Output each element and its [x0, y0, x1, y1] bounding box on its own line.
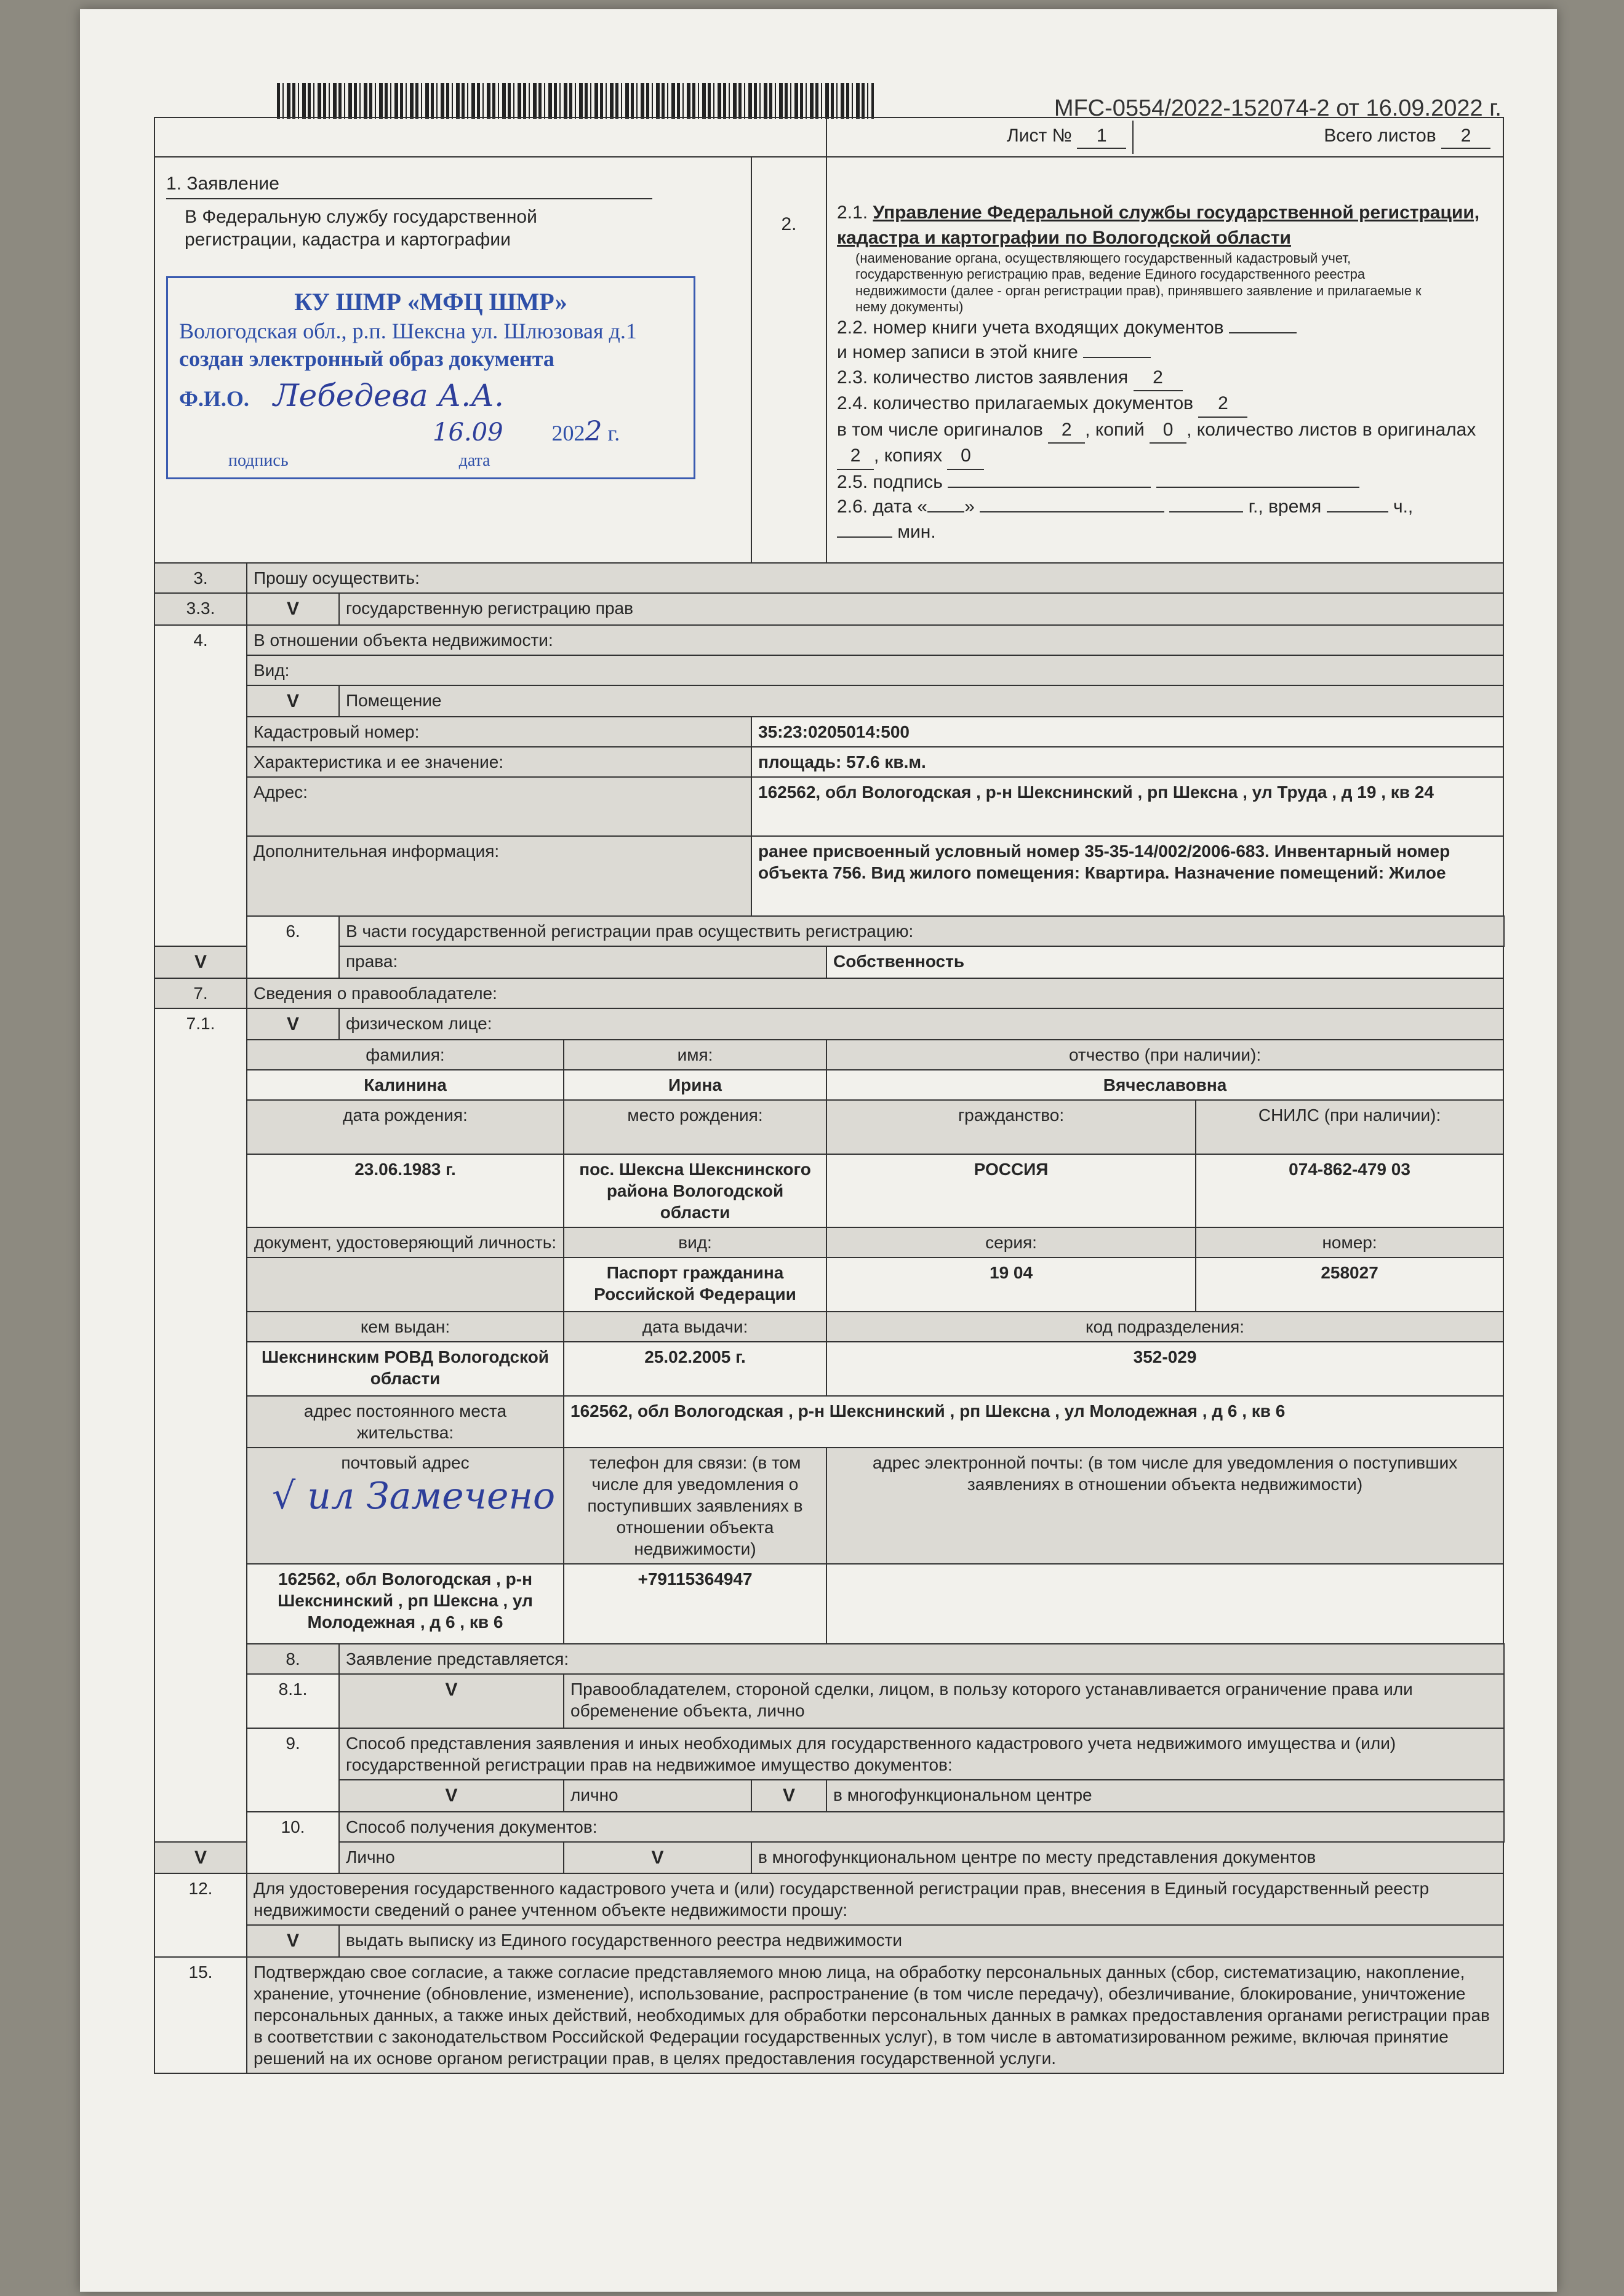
- section-1-2: [154, 157, 1504, 563]
- checkbox-extract[interactable]: V: [247, 1925, 339, 1957]
- additional-info-label: Дополнительная информация:: [247, 836, 751, 916]
- attached-docs-count: 2: [1198, 391, 1247, 418]
- surname: Калинина: [247, 1070, 564, 1100]
- document-type: Паспорт гражданина Российской Федерации: [564, 1258, 826, 1312]
- address-label: Адрес:: [247, 777, 751, 836]
- section-7-1: 7.1. V физическом лице:: [154, 1008, 1504, 1040]
- object-type: Помещение: [339, 685, 1503, 717]
- checkbox-receive-in-person[interactable]: V: [154, 1842, 247, 1874]
- checkbox-owner[interactable]: V: [339, 1674, 564, 1728]
- cadastral-label: Кадастровый номер:: [247, 717, 751, 747]
- application-form: Лист № 1 Всего листов 2 1. Заявление В Федеральную службу государственной регистрации, кадастра и картографии КУ ШМР «МФЦ ШМР» Вологодская обл., р.п. Шексна ул. Шлюзовая д.1 создан электронный образ документа Ф.И.О. Лебедева А.А. 16.09 2022 г. подпись дата 2. 2.1. Управление Федеральной службы государственной регистрации, кадастра и картографии по Вологодской области (наименование органа, осуществляющего государственный кадастровый учет, государственную регистрацию прав, ведение Единого государственного реестра недвижимости (далее - орган регистрации прав), принявшего заявление и прилагаемые к нему документы) 2.2. номер книги учета входящих документов и номер записи в этой книге 2.3. количество листов заявления 2 2.4. количество прилагаемых документов 2 в том числе оригиналов 2 , копий 0 , количество листов в оригиналах 2 , копиях 0 2.5. подпись 2.6. дата « » г., время ч., мин. 3. Прошу осуществить: 3.3. V государственную регистрацию прав 4. В отношении объекта недвижимости: Вид: V Помещение Кадастровый номер: 35:23:0205014:500 Характеристика и ее значение: площадь: 57.6 кв.м. Адрес: 162562, обл Вологодская , р-н Шекснинский , рп Шексна , ул Труда , д 19 , кв 24 Дополнительная информация: ранее присвоенный условный номер 35-35-14/002/2006-683. Инвентарный номер объекта 756. Вид жилого помещения: Квартира. Назначение помещений: Жилое 6. В части государственной регистрации прав осуществить регистрацию: V права: Собственность 7. Сведения о правообладателе: 7.1. V физическом лице: фамилия: имя: отчество (при наличии): Калинина Ирина Вячеславовна дата рождения: место рождения: гражданство: СНИЛС (при наличии): 23.06.1983 г. пос. Шексна Шекснинского района Вологодской области РОССИЯ 074-862-479 03 документ, удостоверяющий личность: вид: серия: номер: Паспорт гражданина Российской Федерации 19 04 258027 кем выдан: дата выдачи: код подразделения: Шекснинским РОВД Вологодской области 25.02.2005 г. 352-029 адрес постоянного места жительства: 162562, обл Вологодская , р-н Шекснинский , рп Шексна , ул Молодежная , д 6 , кв 6 почтовый адрес √ ил Замечено телефон для связи: (в том числе для уведомления о поступивших заявлениях в отношении объекта недвижимости) адрес электронной почты: (в том числе для уведомления о поступивших заявлениях в отношении объекта недвижимости) 162562, обл Вологодская , р-н Шекснинский , рп Шексна , ул Молодежная , д 6 , кв 6 +79115364947 8. Заявление представляется: 8.1. V Правообладателем, стороной сделки, лицом, в пользу которого устанавливается ограничение права или обременение объекта, лично 9. Способ представления заявления и иных необходимых для государственного кадастрового учета недвижимого имущества и (или) государственной регистрации прав на недвижимое имущество документов: V лично V в многофункциональном центре 10. Способ получения документов: V Лично V в многофункциональном центре по месту представления документов 12. Для удостоверения государственного кадастрового учета и (или) государственной регистрации прав, внесения в Единый государственный реестр недвижимости сведений о ранее учтенном объекте недвижимости прошу: V выдать выписку из Единого государственного реестра недвижимости 15. Подтверждаю свое согласие, а также согласие представляемого мною лица, на обработку персональных данных (сбор, систематизацию, накопление, хранение, уточнение (обновление, изменение), использование, распространение (в том числе передачу), обезличивание, блокирование, уничтожение персональных данных, а также иных действий, необходимых для обработки персональных данных в рамках предоставления органами регистрации прав в соответствии с законодательством Российской Федерации государственных услуг), в том числе в автоматизированном режиме, включая принятие решений на их основе органом регистрации прав, в целях предоставления государственной услуги.: [154, 117, 1505, 2074]
- stamp-year-suffix: г.: [607, 420, 620, 445]
- section-12: 12. Для удостоверения государственного кадастрового учета и (или) государственной регистрации прав, внесения в Единый государственный реестр недвижимости сведений о ранее учтенном объекте недвижимости прошу:: [154, 1873, 1504, 1925]
- stamp-fio-handwritten: Лебедева А.А.: [273, 377, 504, 413]
- consent-text: Подтверждаю свое согласие, а также согласие представляемого мною лица, на обработку персональных данных (сбор, систематизацию, накопление, хранение, уточнение (обновление, изменение), использование, распространение (в том числе передачу), обезличивание, блокирование, уничтожение персональных данных, а также иных действий, необходимых для обработки персональных данных в рамках предоставления органами регистрации прав в соответствии с законодательством Российской Федерации государственных услуг), в том числе в автоматизированном режиме, включая принятие решений на их основе органом регистрации прав, в целях предоставления государственной услуги.: [247, 1957, 1503, 2073]
- issue-date: 25.02.2005 г.: [564, 1342, 826, 1396]
- section-2-number: 2.: [751, 157, 826, 563]
- stamp-title: КУ ШМР «МФЦ ШМР»: [294, 287, 567, 316]
- snils: 074-862-479 03: [1196, 1154, 1503, 1227]
- section-1: 1. Заявление В Федеральную службу государственной регистрации, кадастра и картографии КУ ШМР «МФЦ ШМР» Вологодская обл., р.п. Шексна ул. Шлюзовая д.1 создан электронный образ документа Ф.И.О. Лебедева А.А. 16.09 2022 г. подпись дата: [154, 157, 751, 563]
- patronymic: Вячеславовна: [826, 1070, 1503, 1100]
- total-sheets-number: 2: [1441, 124, 1490, 149]
- sheet-number-row: [154, 118, 1504, 157]
- total-sheets-label: Всего листов: [1324, 126, 1436, 146]
- place-of-birth: пос. Шексна Шекснинского района Вологодской области: [564, 1154, 826, 1227]
- section-3: 3. Прошу осуществить:: [154, 563, 1504, 593]
- checkbox-rights[interactable]: V: [154, 946, 247, 978]
- stamp-year-handwritten: 2: [585, 415, 602, 447]
- section-3-3: 3.3. V государственную регистрацию прав: [154, 593, 1504, 625]
- postal-address-cell: почтовый адрес √ ил Замечено: [247, 1448, 564, 1564]
- additional-info: ранее присвоенный условный номер 35-35-14/002/2006-683. Инвентарный номер объекта 756. Вид жилого помещения: Квартира. Назначение помещений: Жилое: [751, 836, 1503, 916]
- original-sheets-count: 2: [837, 444, 874, 470]
- right-type: Собственность: [826, 946, 1503, 978]
- stamp-year: 202: [551, 420, 585, 445]
- passport-series: 19 04: [826, 1258, 1196, 1312]
- section-8: 8. Заявление представляется:: [154, 1644, 1504, 1674]
- checkbox-in-person[interactable]: V: [339, 1780, 564, 1812]
- type-label: Вид:: [247, 655, 1503, 685]
- section-9: 9. Способ представления заявления и иных необходимых для государственного кадастрового учета недвижимого имущества и (или) государственной регистрации прав на недвижимое имущество документов:: [154, 1728, 1504, 1780]
- stamp-sign-label: подпись: [228, 450, 289, 470]
- postal-address: 162562, обл Вологодская , р-н Шекснинский , рп Шексна , ул Молодежная , д 6 , кв 6: [247, 1564, 564, 1644]
- characteristic-value: площадь: 57.6 кв.м.: [751, 747, 1503, 777]
- application-title: Заявление: [186, 173, 279, 194]
- section-10: 10. Способ получения документов:: [154, 1812, 1504, 1842]
- sheet-number: 1: [1077, 124, 1126, 149]
- mfc-stamp: [166, 276, 695, 479]
- authority-note: (наименование органа, осуществляющего государственный кадастровый учет, государственную регистрацию прав, ведение Единого государственного реестра недвижимости (далее - орган регистрации прав), принявшего заявление и прилагаемые к нему документы): [855, 250, 1422, 315]
- stamp-fio-label: Ф.И.О.: [179, 386, 249, 411]
- originals-count: 2: [1048, 418, 1085, 444]
- checkbox-mfc[interactable]: V: [751, 1780, 826, 1812]
- first-name: Ирина: [564, 1070, 826, 1100]
- stamp-address: Вологодская обл., р.п. Шексна ул. Шлюзовая д.1: [179, 318, 637, 343]
- copies-count: 0: [1150, 418, 1186, 444]
- application-sheets-count: 2: [1134, 365, 1183, 392]
- copy-sheets-count: 0: [947, 444, 984, 470]
- registration-authority: Управление Федеральной службы государственной регистрации, кадастра и картографии по Вологодской области: [837, 202, 1480, 248]
- recipient: В Федеральную службу государственной регистрации, кадастра и картографии: [185, 206, 537, 250]
- section-8-1: 8.1. V Правообладателем, стороной сделки, лицом, в пользу которого устанавливается ограничение права или обременение объекта, лично: [154, 1674, 1504, 1728]
- citizenship: РОССИЯ: [826, 1154, 1196, 1227]
- stamp-date-label: дата: [458, 450, 490, 470]
- object-address: 162562, обл Вологодская , р-н Шекснинский , рп Шексна , ул Труда , д 19 , кв 24: [751, 777, 1503, 836]
- checkbox-receive-mfc[interactable]: V: [564, 1842, 751, 1874]
- issued-by: Шекснинским РОВД Вологодской области: [247, 1342, 564, 1396]
- checkbox-premises[interactable]: V: [247, 685, 339, 717]
- section-6: 6. В части государственной регистрации прав осуществить регистрацию:: [154, 916, 1504, 946]
- division-code: 352-029: [826, 1342, 1503, 1396]
- section-15: 15. Подтверждаю свое согласие, а также согласие представляемого мною лица, на обработку персональных данных (сбор, систематизацию, накопление, хранение, уточнение (обновление, изменение), использование, распространение (в том числе передачу), обезличивание, блокирование, уничтожение персональных данных, а также иных действий, необходимых для обработки персональных данных в рамках предоставления органами регистрации прав в соответствии с законодательством Российской Федерации государственных услуг), в том числе в автоматизированном режиме, включая принятие решений на их основе органом регистрации прав, в целях предоставления государственной услуги.: [154, 1957, 1504, 2073]
- mfc-registration-number: MFC-0554/2022-152074-2 от 16.09.2022 г.: [1054, 95, 1502, 121]
- phone: +79115364947: [564, 1564, 826, 1644]
- date-of-birth: 23.06.1983 г.: [247, 1154, 564, 1227]
- passport-number: 258027: [1196, 1258, 1503, 1312]
- email: [826, 1564, 1503, 1644]
- residence-address: 162562, обл Вологодская , р-н Шекснинский , рп Шексна , ул Молодежная , д 6 , кв 6: [564, 1396, 1503, 1448]
- stamp-note: создан электронный образ документа: [179, 346, 554, 371]
- checkbox-individual[interactable]: V: [247, 1008, 339, 1040]
- barcode: [277, 83, 874, 119]
- sheet-label: Лист №: [1007, 126, 1072, 146]
- section-2: 2.1. Управление Федеральной службы государственной регистрации, кадастра и картографии по Вологодской области (наименование органа, осуществляющего государственный кадастровый учет, государственную регистрацию прав, ведение Единого государственного реестра недвижимости (далее - орган регистрации прав), принявшего заявление и прилагаемые к нему документы) 2.2. номер книги учета входящих документов и номер записи в этой книге 2.3. количество листов заявления 2 2.4. количество прилагаемых документов 2 в том числе оригиналов 2 , копий 0 , количество листов в оригиналах 2 , копиях 0 2.5. подпись 2.6. дата « » г., время ч., мин.: [826, 157, 1503, 563]
- checkbox-registration[interactable]: V: [247, 593, 339, 625]
- postal-handwritten-note: √ ил Замечено: [272, 1475, 556, 1518]
- characteristic-label: Характеристика и ее значение:: [247, 747, 751, 777]
- stamp-date-handwritten: 16.09: [433, 418, 503, 447]
- section-7: 7. Сведения о правообладателе:: [154, 978, 1504, 1008]
- cadastral-number: 35:23:0205014:500: [751, 717, 1503, 747]
- section-4: 4. В отношении объекта недвижимости:: [154, 625, 1504, 655]
